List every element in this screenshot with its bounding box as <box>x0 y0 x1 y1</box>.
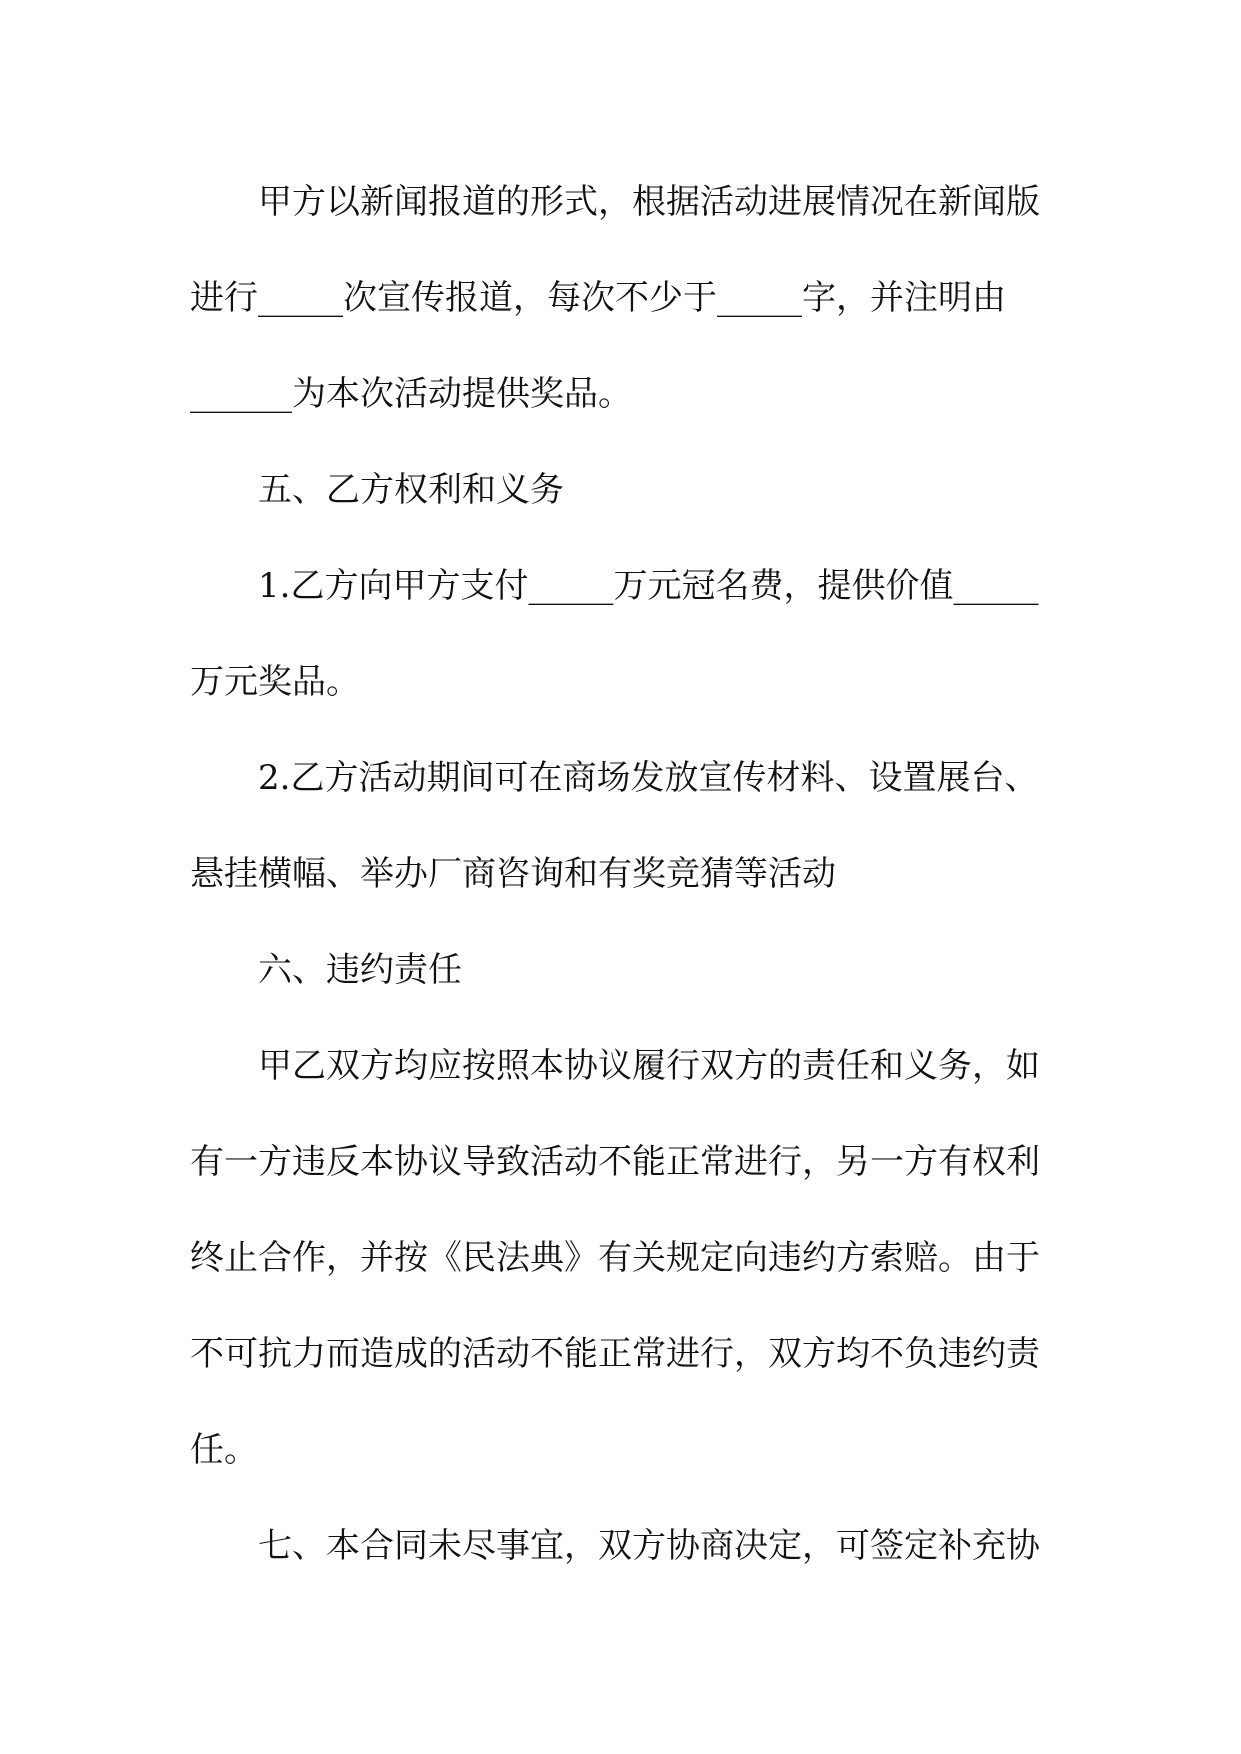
paragraph-line: 甲方以新闻报道的形式，根据活动进展情况在新闻版 <box>258 182 1040 222</box>
section-heading: 五、乙方权利和义务 <box>258 470 564 510</box>
paragraph-line: 1.乙方向甲方支付_____万元冠名费，提供价值_____ <box>258 566 1039 606</box>
paragraph-line: ______为本次活动提供奖品。 <box>190 374 632 414</box>
paragraph-line: 七、本合同未尽事宜，双方协商决定，可签定补充协 <box>258 1526 1040 1566</box>
paragraph-line: 2.乙方活动期间可在商场发放宣传材料、设置展台、 <box>258 758 1039 798</box>
paragraph-line: 甲乙双方均应按照本协议履行双方的责任和义务，如 <box>258 1046 1040 1086</box>
paragraph-line: 万元奖品。 <box>190 662 360 702</box>
paragraph-line: 有一方违反本协议导致活动不能正常进行，另一方有权利 <box>190 1142 1040 1182</box>
paragraph-line: 进行_____次宣传报道，每次不少于_____字，并注明由 <box>190 278 1006 318</box>
paragraph-line: 悬挂横幅、举办厂商咨询和有奖竞猜等活动 <box>190 854 836 894</box>
paragraph-line: 不可抗力而造成的活动不能正常进行，双方均不负违约责 <box>190 1334 1040 1374</box>
section-heading: 六、违约责任 <box>258 950 462 990</box>
paragraph-line: 终止合作，并按《民法典》有关规定向违约方索赔。由于 <box>190 1238 1040 1278</box>
paragraph-line: 任。 <box>190 1430 258 1470</box>
